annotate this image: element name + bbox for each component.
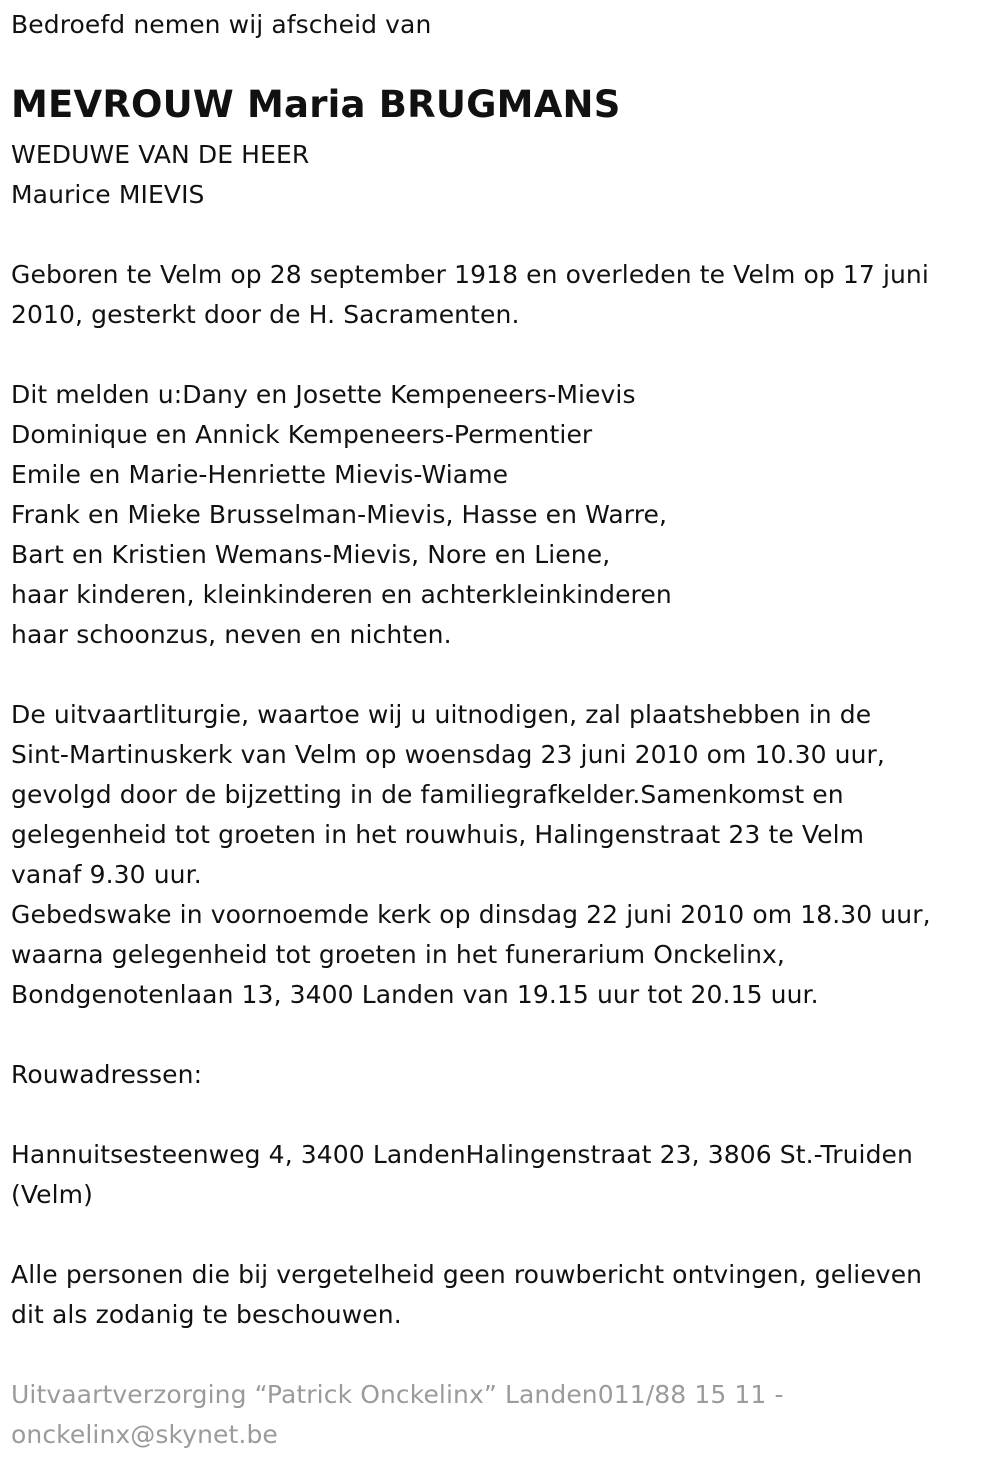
ceremony-line: Sint-Martinuskerk van Velm op woensdag 23 juni 2010 om 10.30 uur, [11,740,885,769]
address-line: Hannuitsesteenweg 4, 3400 LandenHalingenstraat 23, 3806 St.-Truiden [11,1140,913,1169]
family-line: haar schoonzus, neven en nichten. [11,620,452,649]
ceremony-line: gelegenheid tot groeten in het rouwhuis, Halingenstraat 23 te Velm [11,820,865,849]
ceremony-line: waarna gelegenheid tot groeten in het funerarium Onckelinx, [11,940,785,969]
notice-line: Alle personen die bij vergetelheid geen rouwbericht ontvingen, gelieven [11,1260,923,1289]
addresses-heading: Rouwadressen: [11,1060,203,1089]
footer-line: Uitvaartverzorging “Patrick Onckelinx” Landen011/88 15 11 - [11,1380,784,1409]
ceremony-line: Bondgenotenlaan 13, 3400 Landen van 19.15 uur tot 20.15 uur. [11,980,819,1009]
widow-of-text: WEDUWE VAN DE HEER [11,140,310,169]
ceremony-paragraph [11,695,931,1015]
family-line: Bart en Kristien Wemans-Mievis, Nore en Liene, [11,540,611,569]
footer-email: onckelinx@skynet.be [11,1420,278,1449]
family-list [11,375,672,655]
ceremony-line: De uitvaartliturgie, waartoe wij u uitnodigen, zal plaatshebben in de [11,700,872,729]
birth-death-paragraph [11,255,929,335]
addresses-block [11,1135,913,1215]
notice-line: dit als zodanig te beschouwen. [11,1300,402,1329]
addresses-heading-block [11,1055,202,1095]
family-line: Dit melden u:Dany en Josette Kempeneers-Mievis [11,380,636,409]
intro-text: Bedroefd nemen wij afscheid van [11,10,432,39]
address-line: (Velm) [11,1180,93,1209]
family-line: Emile en Marie-Henriette Mievis-Wiame [11,460,509,489]
deceased-details [11,135,309,215]
funeral-director-footer [11,1375,784,1455]
deceased-name: MEVROUW Maria BRUGMANS [11,83,621,126]
notice-paragraph [11,1255,922,1335]
spouse-name: Maurice MIEVIS [11,180,205,209]
family-line: Dominique en Annick Kempeneers-Permentier [11,420,593,449]
family-line: Frank en Mieke Brusselman-Mievis, Hasse en Warre, [11,500,668,529]
paragraph-line: 2010, gesterkt door de H. Sacramenten. [11,300,520,329]
paragraph-line: Geboren te Velm op 28 september 1918 en overleden te Velm op 17 juni [11,260,929,289]
ceremony-line: vanaf 9.30 uur. [11,860,202,889]
family-line: haar kinderen, kleinkinderen en achterkleinkinderen [11,580,672,609]
ceremony-line: Gebedswake in voornoemde kerk op dinsdag 22 juni 2010 om 18.30 uur, [11,900,931,929]
ceremony-line: gevolgd door de bijzetting in de familiegrafkelder.Samenkomst en [11,780,844,809]
